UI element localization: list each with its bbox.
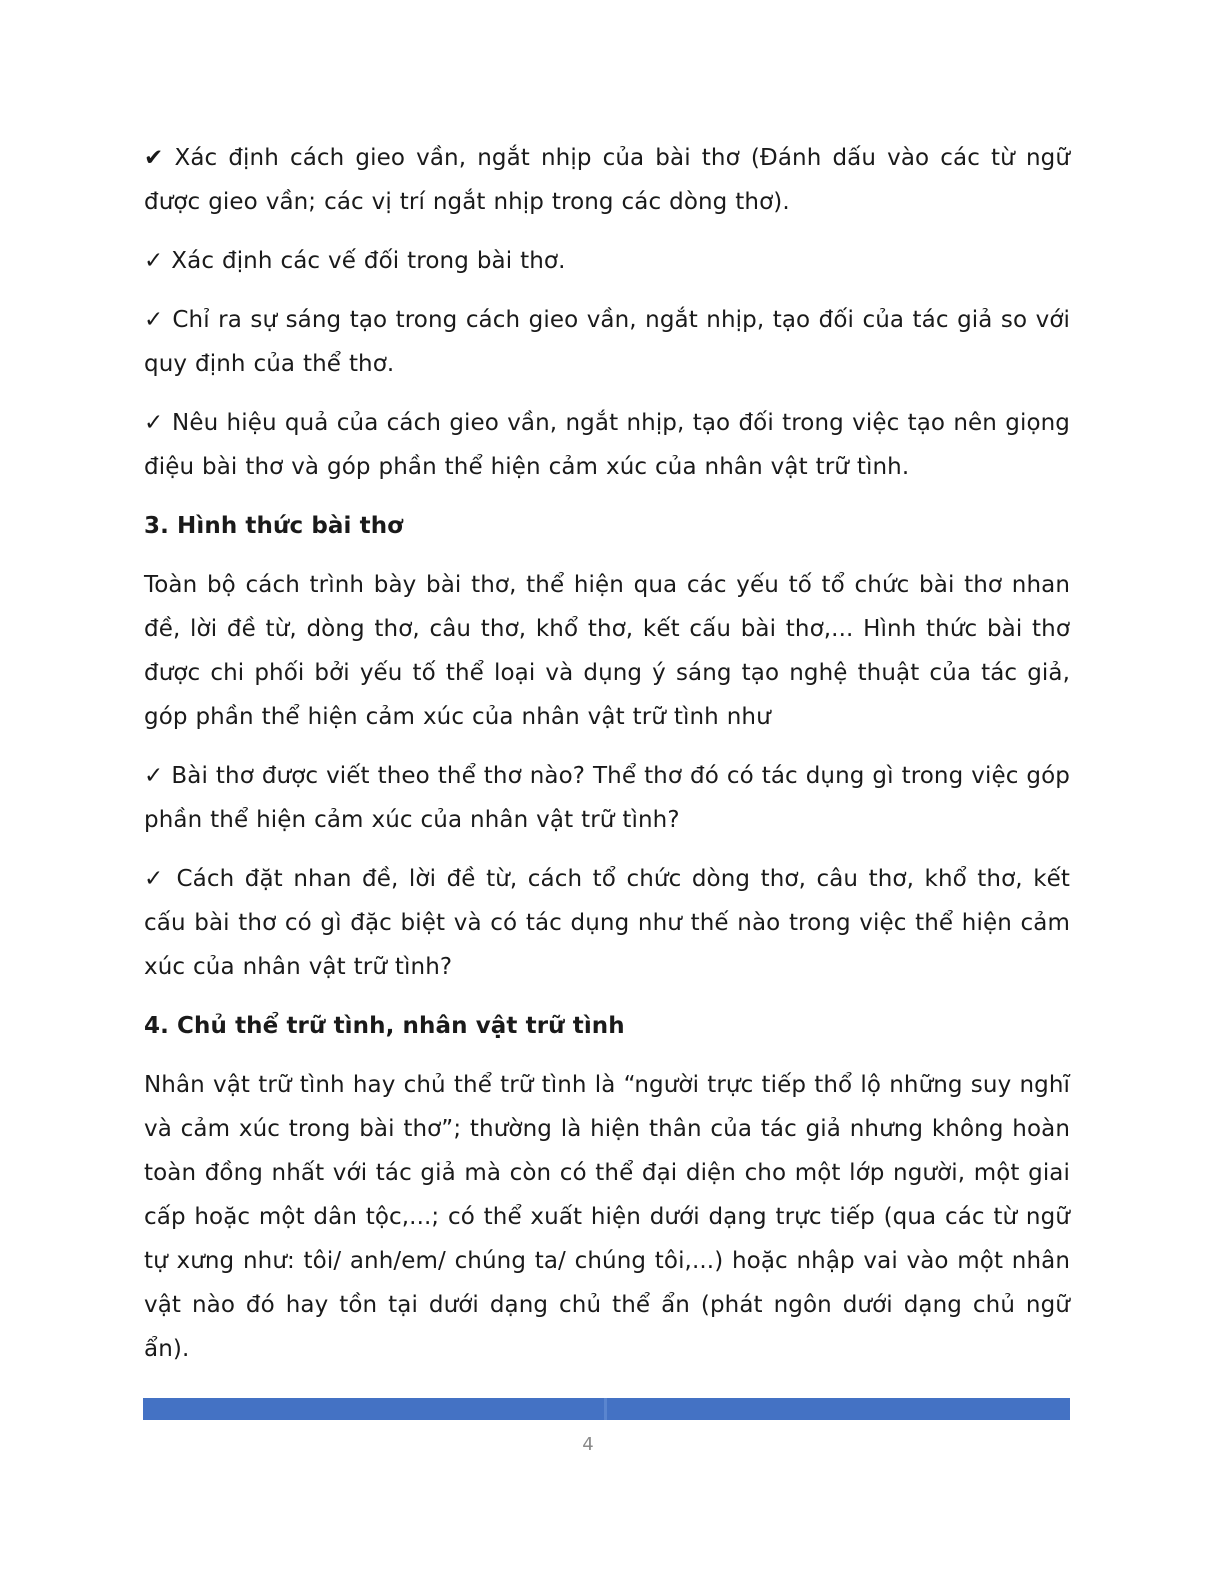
paragraph-parallel-couplets: ✓ Xác định các vế đối trong bài thơ. [144,248,566,274]
paragraph-rhyme-rhythm: ✔ Xác định cách gieo vần, ngắt nhịp của bài thơ (Đánh dấu vào các từ ngữ được gieo vần; các vị trí ngắt nhịp trong các dòng thơ). [144,145,1070,215]
page-number: 4 [582,1434,594,1455]
paragraph-effect: ✓ Nêu hiệu quả của cách gieo vần, ngắt nhịp, tạo đối trong việc tạo nên giọng điệu bài thơ và góp phần thể hiện cảm xúc của nhân vật trữ tình. [144,410,1070,480]
paragraph-creativity: ✓ Chỉ ra sự sáng tạo trong cách gieo vần, ngắt nhịp, tạo đối của tác giả so với quy định của thể thơ. [144,307,1070,377]
footer-bar-right-segment [607,1398,1070,1420]
page-content [144,136,1070,1386]
footer-bar-left-segment [143,1398,604,1420]
section-heading-form: 3. Hình thức bài thơ [144,513,404,539]
paragraph-poem-genre: ✓ Bài thơ được viết theo thể thơ nào? Thể thơ đó có tác dụng gì trong việc góp phần thể hiện cảm xúc của nhân vật trữ tình? [144,763,1070,833]
footer-bar [143,1398,1070,1420]
paragraph-lyrical-subject: Nhân vật trữ tình hay chủ thể trữ tình là “người trực tiếp thổ lộ những suy nghĩ và cảm xúc trong bài thơ”; thường là hiện thân của tác giả nhưng không hoàn toàn đồng nhất với tác giả mà còn có thể đại diện cho một lớp người, một giai cấp hoặc một dân tộc,...; có thể xuất hiện dưới dạng trực tiếp (qua các từ ngữ tự xưng như: tôi/ anh/em/ chúng ta/ chúng tôi,...) hoặc nhập vai vào một nhân vật nào đó hay tồn tại dưới dạng chủ thể ẩn (phát ngôn dưới dạng chủ ngữ ẩn). [144,1072,1070,1362]
section-heading-lyrical-subject: 4. Chủ thể trữ tình, nhân vật trữ tình [144,1013,625,1039]
paragraph-title-structure: ✓ Cách đặt nhan đề, lời đề từ, cách tổ chức dòng thơ, câu thơ, khổ thơ, kết cấu bài thơ có gì đặc biệt và có tác dụng như thế nào trong việc thể hiện cảm xúc của nhân vật trữ tình? [144,866,1070,980]
paragraph-form-description: Toàn bộ cách trình bày bài thơ, thể hiện qua các yếu tố tổ chức bài thơ nhan đề, lời đề từ, dòng thơ, câu thơ, khổ thơ, kết cấu bài thơ,... Hình thức bài thơ được chi phối bởi yếu tố thể loại và dụng ý sáng tạo nghệ thuật của tác giả, góp phần thể hiện cảm xúc của nhân vật trữ tình như [144,572,1070,730]
